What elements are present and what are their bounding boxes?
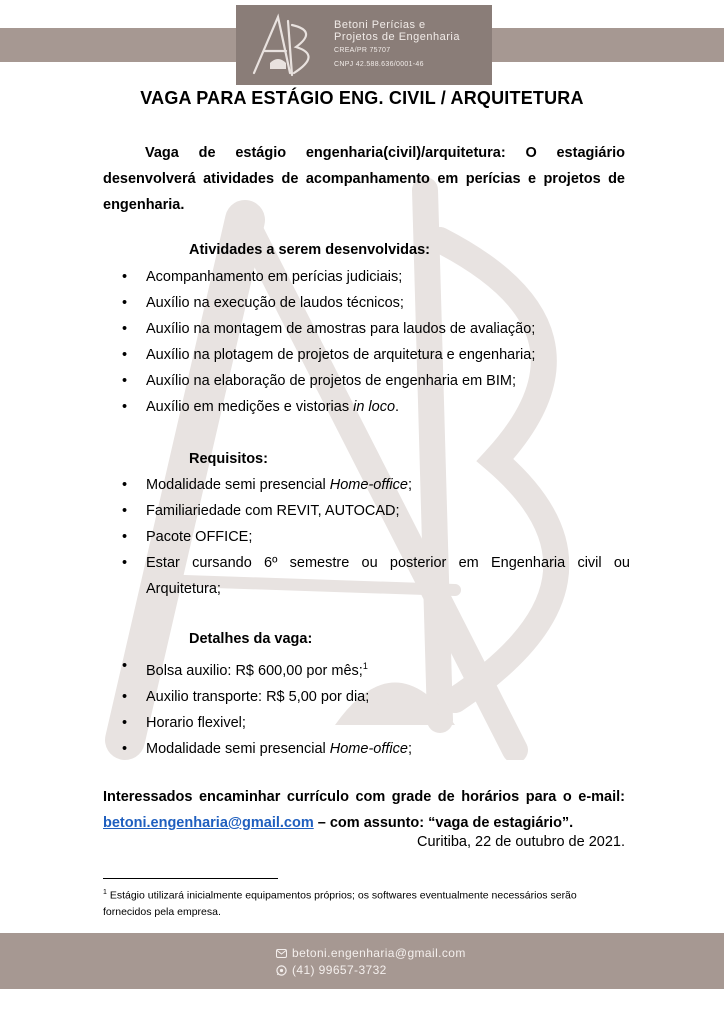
list-item: • Auxílio na plotagem de projetos de arquitetura e engenharia; — [110, 342, 630, 368]
whatsapp-icon — [276, 965, 287, 976]
list-item: • Horario flexivel; — [110, 710, 630, 736]
call-to-action — [103, 784, 625, 836]
date-line: Curitiba, 22 de outubro de 2021. — [417, 834, 625, 850]
details-list — [110, 653, 630, 762]
list-item: • Auxílio na montagem de amostras para laudos de avaliação; — [110, 316, 630, 342]
item-italic: in loco — [353, 399, 396, 415]
logo-box — [236, 5, 492, 85]
footer-phone[interactable]: (41) 99657-3732 — [292, 963, 387, 977]
company-logo — [248, 11, 328, 81]
list-item: • Auxilio transporte: R$ 5,00 por dia; — [110, 684, 630, 710]
footer-email-row — [276, 945, 466, 962]
page-title: VAGA PARA ESTÁGIO ENG. CIVIL / ARQUITETURA — [140, 88, 584, 108]
item-suffix: ; — [407, 740, 412, 757]
cnpj-number: CNPJ 42.588.636/0001-46 — [334, 61, 424, 68]
item-suffix: . — [395, 399, 400, 415]
item-text: Modalidade semi presencial — [146, 740, 330, 757]
item-text: Bolsa auxilio: R$ 600,00 por mês; — [146, 662, 363, 679]
footnote-divider — [103, 878, 278, 879]
footnote — [103, 885, 623, 920]
mail-icon — [276, 949, 287, 958]
footer-phone-row — [276, 962, 466, 979]
item-text: Modalidade semi presencial — [146, 477, 330, 493]
footnote-ref[interactable]: 1 — [362, 661, 368, 671]
requirements-list — [110, 472, 630, 602]
item-italic: Home-office — [329, 477, 408, 493]
list-item — [110, 653, 630, 684]
list-item — [110, 736, 630, 762]
list-item: • Auxílio na elaboração de projetos de engenharia em BIM; — [110, 368, 630, 394]
list-item: • Auxílio na execução de laudos técnicos; — [110, 290, 630, 316]
crea-number: CREA/PR 75707 — [334, 47, 391, 54]
list-item — [110, 472, 630, 498]
requirements-heading: Requisitos: — [189, 451, 268, 467]
footnote-text: Estágio utilizará inicialmente equipamentos próprios; os softwares eventualmente necessários serão fornecidos pela empresa. — [103, 889, 577, 918]
list-item — [110, 394, 630, 420]
footer-contact — [276, 945, 466, 979]
item-text: Auxílio em medições e vistorias — [146, 399, 354, 415]
footnote-marker: 1 — [103, 889, 107, 896]
list-item: • Estar cursando 6º semestre ou posterior em Engenharia civil ou Arquitetura; — [110, 550, 630, 602]
list-item: • Familiariedade com REVIT, AUTOCAD; — [110, 498, 630, 524]
item-italic: Home-office — [329, 740, 408, 757]
footer-email[interactable]: betoni.engenharia@gmail.com — [292, 946, 466, 960]
company-info — [334, 19, 460, 69]
list-item: • Pacote OFFICE; — [110, 524, 630, 550]
company-name-line1: Betoni Perícias e — [334, 19, 426, 31]
cta-text: Interessados encaminhar currículo com grade de horários para o e-mail: — [103, 789, 625, 805]
company-name-line2: Projetos de Engenharia — [334, 31, 460, 43]
list-item: • Acompanhamento em perícias judiciais; — [110, 264, 630, 290]
activities-heading: Atividades a serem desenvolvidas: — [189, 242, 430, 258]
activities-list — [110, 264, 630, 420]
details-heading: Detalhes da vaga: — [189, 631, 313, 647]
email-link[interactable]: betoni.engenharia@gmail.com — [103, 815, 314, 831]
intro-paragraph: Vaga de estágio engenharia(civil)/arquitetura: O estagiário desenvolverá atividades de acompanhamento em perícias e projetos de engenharia. — [103, 145, 625, 213]
cta-subject: – com assunto: “vaga de estagiário”. — [313, 815, 574, 831]
item-suffix: ; — [407, 477, 412, 493]
